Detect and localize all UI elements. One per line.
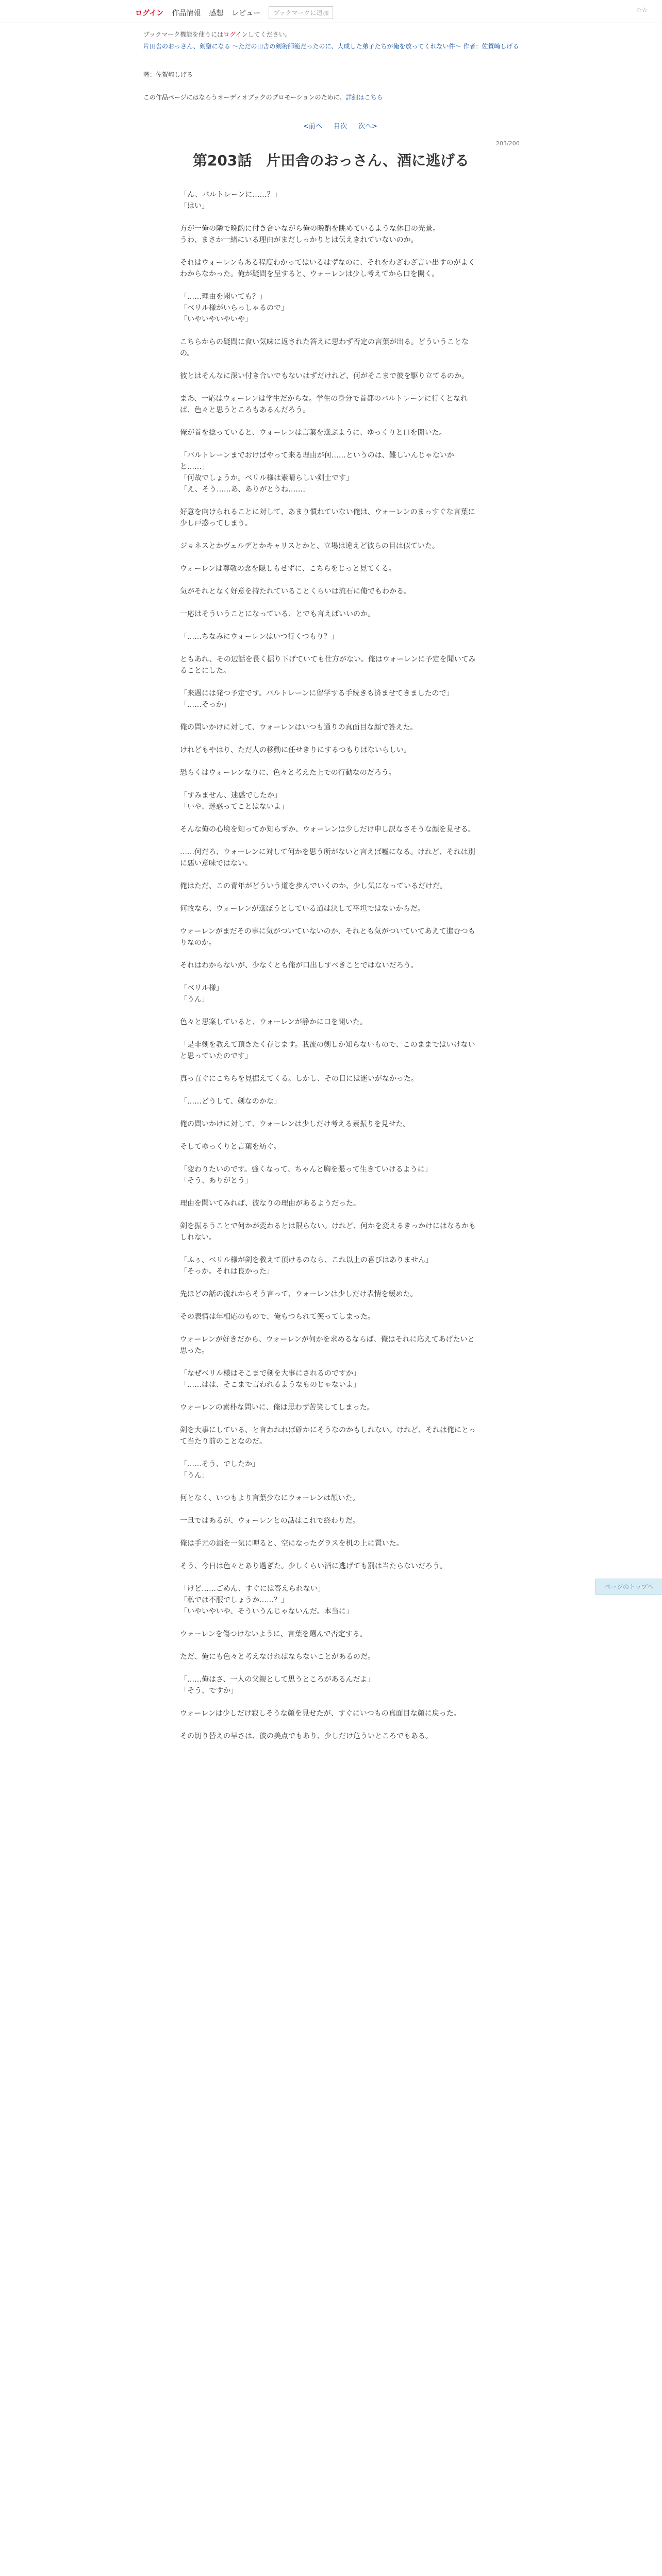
bookmark-notice: [143, 30, 291, 39]
body-paragraph: 気がそれとなく好意を持たれていることくらいは流石に俺でもわかる。: [180, 587, 411, 596]
body-paragraph: 「けど……ごめん、すぐには答えられない」 「私では不服でしょうか……？」 「いやいやいや、そういうんじゃないんだ。本当に」: [180, 1585, 353, 1616]
author-name: 著：佐賀崎しげる: [143, 71, 193, 78]
body-paragraph: 俺が首を捻っていると、ウォーレンは言葉を選ぶように、ゆっくりと口を開いた。: [180, 429, 446, 437]
header-right-icons[interactable]: ☆☆: [636, 6, 648, 13]
body-paragraph: 「すみません、迷惑でしたか」 「いや、迷惑ってことはないよ」: [180, 791, 288, 811]
prev-chapter-link[interactable]: <前へ: [303, 123, 322, 130]
body-paragraph: 「来週には発つ予定です。バルトレーンに留学する手続きも済ませてきましたので」 「……そっか」: [180, 689, 454, 709]
body-paragraph: 「……どうして、剣なのかな」: [180, 1097, 281, 1106]
body-paragraph: ともあれ、その辺話を長く掘り下げていても仕方がない。俺はウォーレンに予定を聞いてみることにした。: [180, 655, 476, 675]
body-paragraph: 好意を向けられることに対して、あまり慣れていない俺は、ウォーレンのまっすぐな言葉に少し戸惑ってしまう。: [180, 508, 475, 528]
bookmark-notice-text: ブックマーク機能を使うには: [143, 31, 224, 38]
body-paragraph: 「ん、バルトレーンに……？」 「はい」: [180, 191, 282, 210]
body-paragraph: 一応はそういうことになっている、とでも言えばいいのか。: [180, 610, 375, 618]
body-paragraph: ウォーレンは少しだけ寂しそうな顔を見せたが、すぐにいつもの真面目な顔に戻った。: [180, 1709, 461, 1718]
body-paragraph: 「……そう、でしたか」 「うん」: [180, 1460, 259, 1480]
top-navbar: [0, 0, 662, 23]
body-paragraph: ウォーレンが好きだから、ウォーレンが何かを求めるならば、俺はそれに応えてあげたいと思った。: [180, 1335, 475, 1355]
notice-details-link[interactable]: 詳細はこちら: [345, 94, 383, 101]
body-paragraph: 俺はただ、この青年がどういう道を歩んでいくのか、少し気になっているだけだ。: [180, 882, 447, 890]
body-paragraph: 「……ちなみにウォーレンはいつ行くつもり？」: [180, 633, 338, 641]
body-paragraph: そんな俺の心境を知ってか知らずか、ウォーレンは少しだけ申し訳なさそうな顔を見せる。: [180, 825, 475, 834]
body-paragraph: 方が一俺の隣で晩酌に付き合いながら俺の晩酌を眺めているような休日の光景。 うわ、まさか一緒にいる理由がまだしっかりとは伝えきれていないのか。: [180, 225, 440, 244]
body-paragraph: 色々と思案していると、ウォーレンが静かに口を開いた。: [180, 1018, 367, 1026]
body-paragraph: 何となく、いつもより言葉少なにウォーレンは頷いた。: [180, 1494, 360, 1502]
body-paragraph: ウォーレンを傷つけないように、言葉を選んで否定する。: [180, 1630, 367, 1638]
body-paragraph: 恐らくはウォーレンなりに、色々と考えた上での行動なのだろう。: [180, 769, 396, 777]
body-paragraph: その表情は年相応のもので、俺もつられて笑ってしまった。: [180, 1313, 375, 1321]
body-paragraph: 「なぜベリル様はそこまで剣を大事にされるのですか」 「……はは、そこまで言われるようなものじゃないよ」: [180, 1369, 360, 1389]
body-paragraph: その切り替えの早さは、彼の美点でもあり、少しだけ危ういところでもある。: [180, 1732, 433, 1740]
chapter-number: 203/206: [496, 140, 520, 147]
body-paragraph: けれどもやはり、ただ人の移動に任せきりにするつもりはないらしい。: [180, 746, 411, 754]
body-paragraph: 剣を振るうことで何かが変わるとは限らない。けれど、何かを変えるきっかけにはなるかもしれない。: [180, 1222, 476, 1242]
next-chapter-link[interactable]: 次へ>: [358, 123, 378, 130]
bookmark-login-link[interactable]: ログイン: [223, 31, 248, 38]
notice-text: この作品ページにはなろうオーディオブックのプロモーションのために、: [143, 94, 346, 101]
body-paragraph: 俺は手元の酒を一気に呷ると、空になったグラスを机の上に置いた。: [180, 1539, 404, 1548]
body-paragraph: ウォーレンの素朴な問いに、俺は思わず苦笑してしまった。: [180, 1403, 374, 1412]
body-paragraph: そしてゆっくりと言葉を紡ぐ。: [180, 1143, 281, 1151]
body-paragraph: ウォーレンは尊敬の念を隠しもせずに、こちらをじっと見てくる。: [180, 565, 396, 573]
bookmark-notice-suffix: してください。: [247, 31, 291, 38]
body-paragraph: それはわからないが、少なくとも俺が口出しすべきことではないだろう。: [180, 961, 418, 970]
body-paragraph: こちらからの疑問に食い気味に返された答えに思わず否定の言葉が出る。どういうことなの。: [180, 338, 469, 358]
body-paragraph: 一旦ではあるが、ウォーレンとの話はこれで終わりだ。: [180, 1517, 360, 1525]
body-paragraph: そう、今日は色々とあり過ぎた。少しくらい酒に逃げても罰は当たらないだろう。: [180, 1562, 447, 1570]
chapter-body: [180, 189, 476, 1753]
body-paragraph: 「変わりたいのです。強くなって、ちゃんと胸を張って生きていけるように」 「そう、ありがとう」: [180, 1165, 432, 1185]
body-paragraph: 「……理由を聞いても？」 「ベリル様がいらっしゃるので」 「いやいやいやいや」: [180, 293, 288, 324]
page-top-button[interactable]: ページのトップへ: [595, 1579, 662, 1595]
chapter-title: 第203話 片田舎のおっさん、酒に逃げる: [192, 152, 470, 169]
nav-review[interactable]: レビュー: [231, 9, 261, 18]
body-paragraph: ただ、俺にも色々と考えなければならないことがあるのだ。: [180, 1653, 375, 1661]
body-paragraph: 「ふぅ、ベリル様が剣を教えて頂けるのなら、これ以上の喜びはありません」 「そっか。それは良かった」: [180, 1256, 433, 1276]
promotion-notice: [143, 93, 383, 101]
body-paragraph: ウォーレンがまだその事に気がついていないのか、それとも気がついていてあえて進むつもりなのか。: [180, 927, 475, 947]
nav-impressions[interactable]: 感想: [209, 9, 224, 18]
body-paragraph: 何故なら、ウォーレンが選ぼうとしている道は決して平坦ではないからだ。: [180, 905, 425, 913]
body-paragraph: 俺の問いかけに対して、ウォーレンはいつも通りの真面目な顔で答えた。: [180, 723, 418, 732]
body-paragraph: 剣を大事にしている、と言われれば確かにそうなのかもしれない。けれど、それは俺にとって当たり前のことなのだ。: [180, 1426, 476, 1446]
body-paragraph: 真っ直ぐにこちらを見据えてくる。しかし、その目には迷いがなかった。: [180, 1075, 418, 1083]
toc-link[interactable]: 目次: [333, 123, 347, 130]
body-paragraph: 「是非剣を教えて頂きたく存じます。我流の剣しか知らないもので、このままではいけないと思っていたのです」: [180, 1041, 475, 1060]
body-paragraph: 俺の問いかけに対して、ウォーレンは少しだけ考える素振りを見せた。: [180, 1120, 410, 1128]
body-paragraph: 理由を聞いてみれば、彼なりの理由があるようだった。: [180, 1199, 360, 1208]
header-nav: [135, 6, 333, 19]
nav-work-info[interactable]: 作品情報: [172, 9, 201, 18]
body-paragraph: 彼とはそんなに深い付き合いでもないはずだけれど、何がそこまで彼を駆り立てるのか。: [180, 372, 469, 380]
login-link[interactable]: ログイン: [135, 9, 164, 18]
body-paragraph: 先ほどの話の流れからそう言って、ウォーレンは少しだけ表情を緩めた。: [180, 1290, 418, 1298]
series-title-link[interactable]: 片田舎のおっさん、剣聖になる ～ただの田舎の剣術師範だったのに、大成した弟子たちが俺を放ってくれない件～ 作者：佐賀崎しげる: [143, 43, 519, 50]
body-paragraph: ……何だろ、ウォーレンに対して何かを思う所がないと言えば嘘になる。けれど、それは別に悪い意味ではない。: [180, 848, 475, 868]
body-paragraph: 「ベリル様」 「うん」: [180, 984, 223, 1004]
body-paragraph: 「……俺はさ、一人の父親として思うところがあるんだよ」 「そう、ですか」: [180, 1675, 375, 1695]
body-paragraph: ジョネスとかヴェルデとかキャリスとかと、立場は違えど彼らの目は似ていた。: [180, 542, 439, 550]
body-paragraph: 「バルトレーンまでおけばやって来る理由が何……というのは、難しいんじゃないかと……」 「何故でしょうか。ベリル様は素晴らしい剣士です」 「え、そう……あ、ありがとうね……」: [180, 451, 454, 494]
body-paragraph: それはウォーレンもある程度わかってはいるはずなのに、それをわざわざ言い出すのがよくわからなかった。俺が疑問を呈すると、ウォーレンは少し考えてから口を開く。: [180, 259, 475, 278]
body-paragraph: まあ、一応はウォーレンは学生だからな。学生の身分で首都のバルトレーンに行くとなれば、色々と思うところもあるんだろう。: [180, 395, 468, 414]
bookmark-button[interactable]: ブックマークに追加: [269, 6, 333, 19]
chapter-pager: [273, 121, 407, 130]
